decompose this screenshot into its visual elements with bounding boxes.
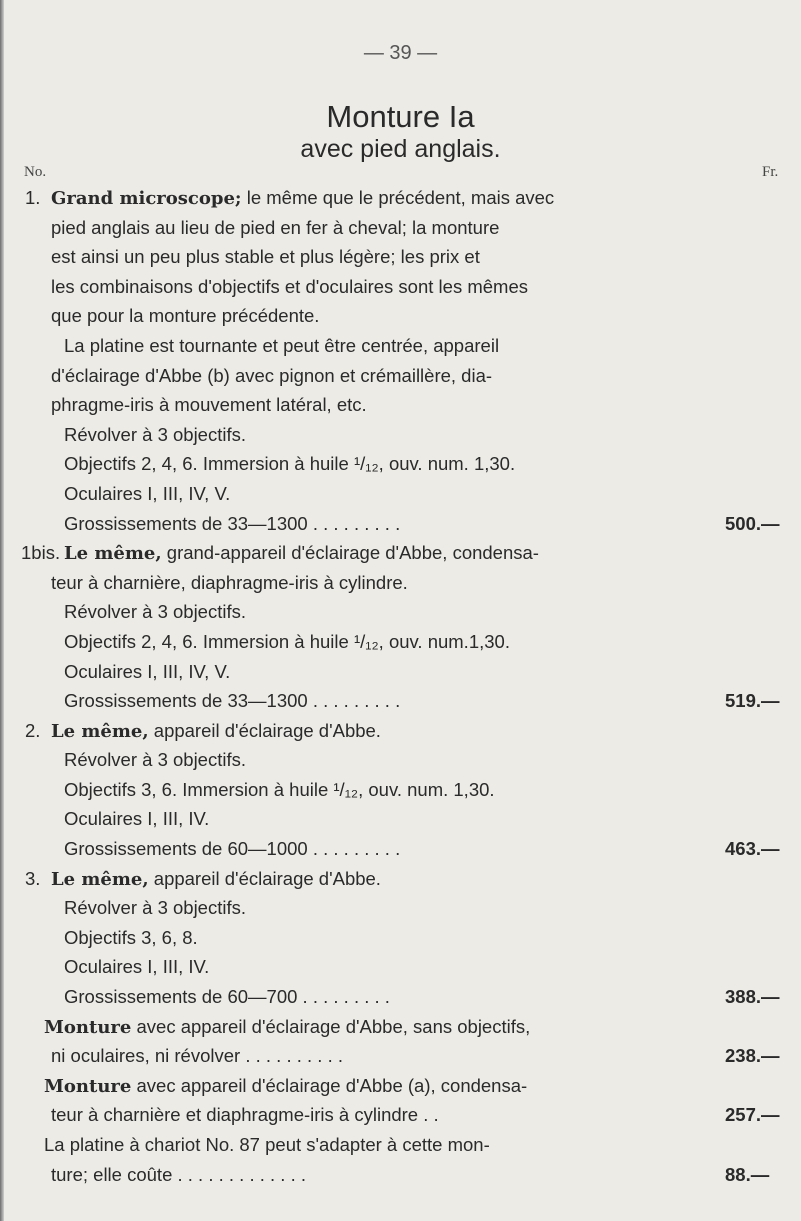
entry-1-line-9: Révolver à 3 objectifs.	[64, 423, 247, 445]
column-header-fr: Fr.	[762, 164, 779, 180]
entry-1-line-11: Oculaires I, III, IV, V.	[64, 482, 231, 504]
entry-number: 1.	[25, 187, 41, 208]
monture-1-line-2: ni oculaires, ni révolver . . . . . . . . . . 238.—	[0, 1041, 801, 1071]
entry-1-line-6: La platine est tournante et peut être centrée, appareil	[64, 334, 500, 356]
entry-3-line-2: Révolver à 3 objectifs.	[64, 897, 247, 919]
entry-1-line-2: pied anglais au lieu de pied en fer à cheval; la monture	[51, 216, 500, 238]
entry-number: 2.	[25, 719, 41, 741]
entry-number: 3.	[25, 867, 41, 889]
section-title: Monture Ia	[326, 99, 475, 134]
price: 500.—	[725, 512, 780, 534]
entry-2-line-3: Objectifs 3, 6. Immersion à huile ¹/₁₂, ouv. num. 1,30.	[64, 778, 495, 800]
entry-3-line-3: Objectifs 3, 6, 8.	[64, 926, 198, 948]
entry-heading: Le même,	[51, 868, 149, 890]
column-header-no: No.	[24, 164, 47, 180]
entry-1-line-10: Objectifs 2, 4, 6. Immersion à huile ¹/₁₂, ouv. num. 1,30.	[64, 453, 516, 475]
entry-number: 1bis.	[21, 542, 61, 564]
section-subtitle: avec pied anglais.	[300, 135, 501, 163]
entry-1-line-3: est ainsi un peu plus stable et plus légère; les prix et	[51, 246, 480, 268]
monture-1-line-1	[0, 1012, 801, 1042]
entry-heading: Monture	[44, 1016, 132, 1038]
entry-1bis-line-5: Oculaires I, III, IV, V.	[64, 660, 231, 682]
monture-2-line-2: teur à charnière et diaphragme-iris à cylindre . . 257.—	[0, 1100, 801, 1130]
entry-1-line-12: Grossissements de 33—1300 . . . . . . . . . 500.—	[0, 509, 801, 539]
entry-2-line-1	[0, 716, 801, 746]
entry-2-line-2: Révolver à 3 objectifs.	[64, 749, 247, 771]
entry-3-line-1	[0, 864, 801, 894]
entry-text: Le même, appareil d'éclairage d'Abbe.	[51, 719, 381, 742]
entry-3-line-5: Grossissements de 60—700 . . . . . . . . . 388.—	[0, 982, 801, 1012]
price: 238.—	[725, 1045, 780, 1067]
entry-heading: Monture	[44, 1075, 132, 1097]
entry-heading: Grand microscope;	[51, 188, 242, 209]
monture-2-line-3: La platine à chariot No. 87 peut s'adapter à cette mon-	[44, 1134, 490, 1155]
entry-1bis-line-3: Révolver à 3 objectifs.	[64, 601, 247, 623]
entry-1-line-5: que pour la monture précédente.	[51, 305, 320, 327]
entry-1bis-line-6: Grossissements de 33—1300 . . . . . . . . . 519.—	[0, 686, 801, 716]
entry-2-line-5: Grossissements de 60—1000 . . . . . . . . . 463.—	[0, 834, 801, 864]
entry-text: Monture avec appareil d'éclairage d'Abbe (a), condensa-	[44, 1074, 528, 1097]
entry-1-line-4: les combinaisons d'objectifs et d'oculaires sont les mêmes	[51, 275, 528, 297]
entry-3-line-4: Oculaires I, III, IV.	[64, 956, 210, 978]
monture-2-line-4: ture; elle coûte . . . . . . . . . . . . . 88.—	[0, 1160, 801, 1190]
monture-2-line-1	[0, 1071, 801, 1101]
entry-heading: Le même,	[51, 720, 149, 742]
entry-1bis-line-2: teur à charnière, diaphragme-iris à cylindre.	[51, 571, 408, 593]
price: 463.—	[725, 838, 780, 860]
entry-1bis-line-1	[0, 538, 801, 568]
entry-text: Le même, grand-appareil d'éclairage d'Abbe, condensa-	[64, 542, 539, 565]
price: 519.—	[725, 690, 780, 712]
entry-text: Monture avec appareil d'éclairage d'Abbe, sans objectifs,	[44, 1015, 531, 1038]
entry-1-line-1	[0, 183, 801, 213]
entry-1-line-7: d'éclairage d'Abbe (b) avec pignon et crémaillère, dia-	[51, 364, 493, 386]
price: 388.—	[725, 986, 780, 1008]
page-number: — 39 —	[363, 42, 438, 64]
entry-heading: Le même,	[64, 543, 162, 565]
price-list	[0, 183, 801, 1189]
entry-text: Grand microscope; le même que le précédent, mais avec	[51, 187, 555, 209]
entry-1bis-line-4: Objectifs 2, 4, 6. Immersion à huile ¹/₁₂, ouv. num.1,30.	[64, 630, 510, 652]
price: 257.—	[725, 1104, 780, 1126]
price: 88.—	[725, 1163, 770, 1185]
entry-text: Le même, appareil d'éclairage d'Abbe.	[51, 867, 381, 890]
entry-2-line-4: Oculaires I, III, IV.	[64, 808, 210, 830]
entry-1-line-8: phragme-iris à mouvement latéral, etc.	[51, 394, 367, 416]
